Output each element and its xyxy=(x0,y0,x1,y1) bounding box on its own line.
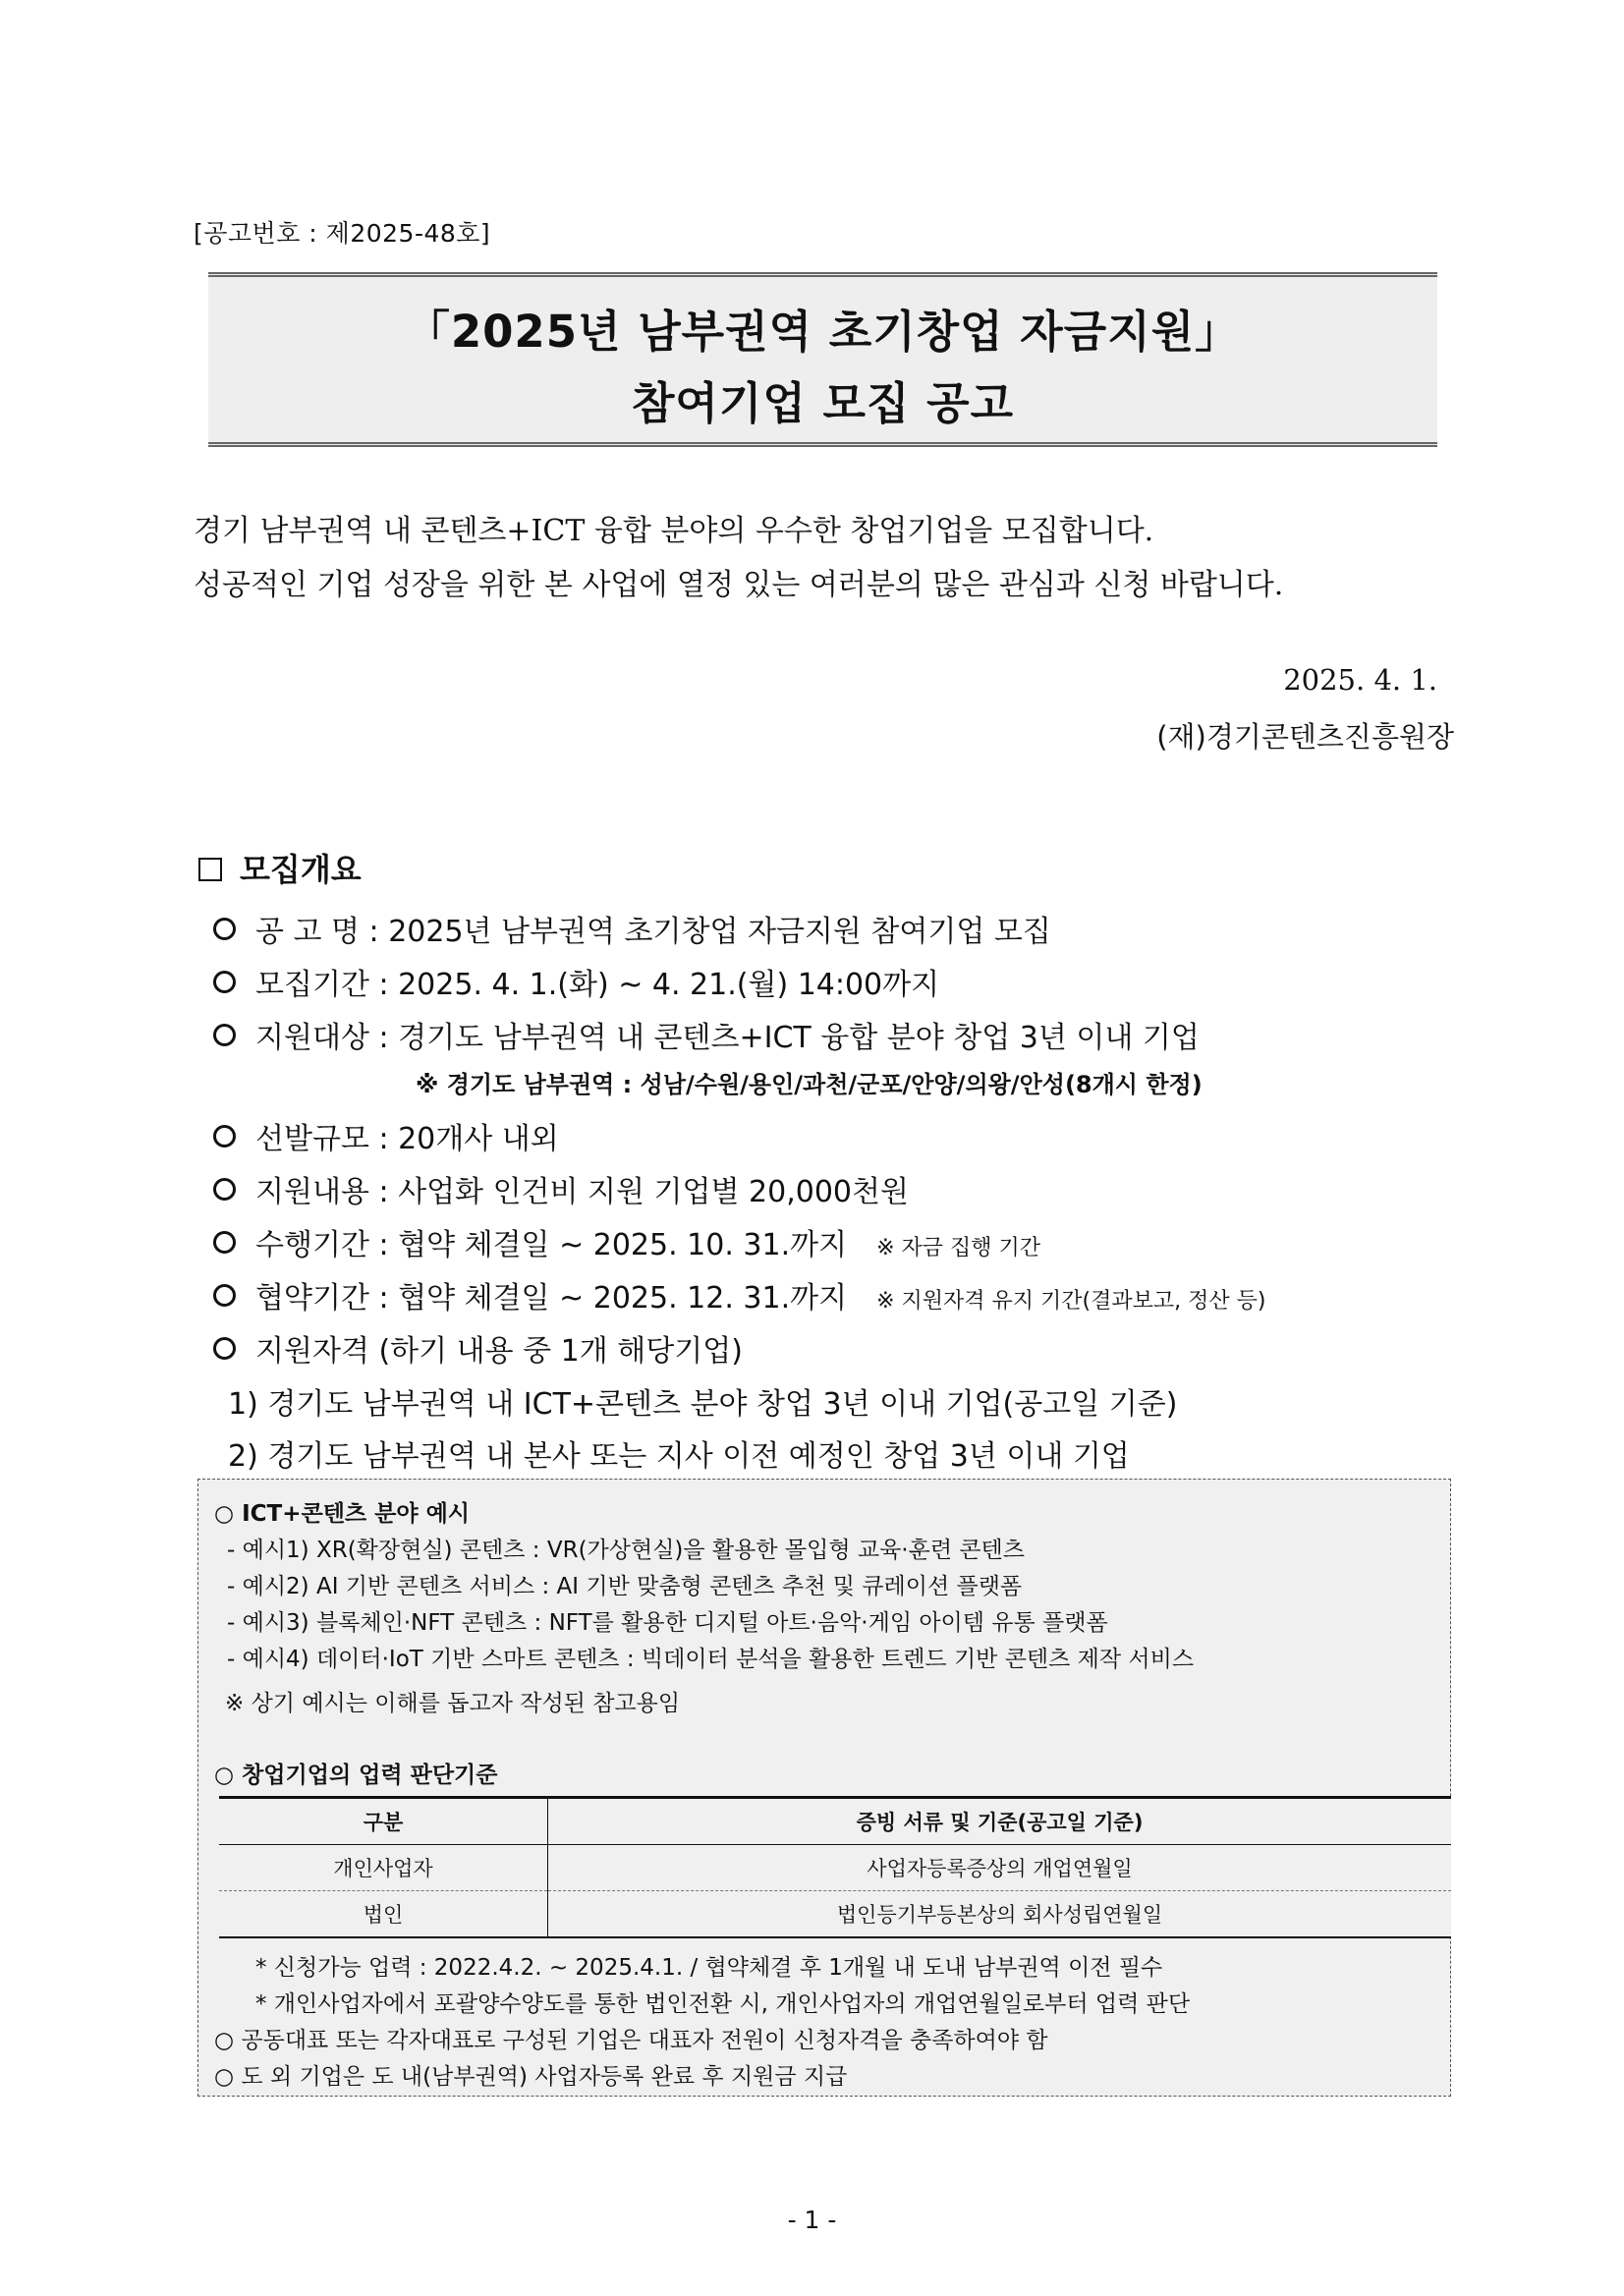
intro-line-2: 성공적인 기업 성장을 위한 본 사업에 열정 있는 여러분의 많은 관심과 신청 바랍니다. xyxy=(194,568,1284,602)
table-header: 증빙 서류 및 기준(공고일 기준) xyxy=(548,1798,1452,1845)
table-cell: 사업자등록증상의 개업연월일 xyxy=(548,1845,1452,1891)
example-item: - 예시4) 데이터·IoT 기반 스마트 콘텐츠 : 빅데이터 분석을 활용한 트렌드 기반 콘텐츠 제작 서비스 xyxy=(227,1647,1195,1672)
info-box xyxy=(197,1479,1451,2097)
circle-bullet-icon xyxy=(213,1231,236,1254)
intro-line-1: 경기 남부권역 내 콘텐츠+ICT 융합 분야의 우수한 창업기업을 모집합니다. xyxy=(194,514,1154,548)
circle-bullet-icon xyxy=(213,1024,236,1046)
overview-item: 모집기간 : 2025. 4. 1.(화) ~ 4. 21.(월) 14:00까지 xyxy=(213,960,939,1003)
overview-item: 지원자격 (하기 내용 중 1개 해당기업) xyxy=(213,1326,743,1370)
criteria-item: 1) 경기도 남부권역 내 ICT+콘텐츠 분야 창업 3년 이내 기업(공고일 기준) xyxy=(228,1387,1178,1422)
overview-item: 선발규모 : 20개사 내외 xyxy=(213,1114,559,1157)
organization: (재)경기콘텐츠진흥원장 xyxy=(1156,720,1454,754)
item-note: ※ 자금 집행 기간 xyxy=(876,1236,1041,1260)
target-region-note: ※ 경기도 남부권역 : 성남/수원/용인/과천/군포/안양/의왕/안성(8개시 한정) xyxy=(416,1071,1203,1098)
title-line-2: 참여기업 모집 공고 xyxy=(631,377,1015,429)
table-row xyxy=(219,1891,1451,1938)
page-number: - 1 - xyxy=(787,2206,837,2234)
overview-item: 지원대상 : 경기도 남부권역 내 콘텐츠+ICT 융합 분야 창업 3년 이내 기업 xyxy=(213,1013,1200,1056)
table-cell: 법인등기부등본상의 회사성립연월일 xyxy=(548,1891,1452,1938)
table-header-row xyxy=(219,1798,1451,1845)
item-note: ※ 지원자격 유지 기간(결과보고, 정산 등) xyxy=(876,1289,1266,1314)
examples-note: ※ 상기 예시는 이해를 돕고자 작성된 참고용임 xyxy=(225,1691,681,1716)
box-note: * 개인사업자에서 포괄양수양도를 통한 법인전환 시, 개인사업자의 개업연월일로부터 업력 판단 xyxy=(255,1991,1191,2017)
overview-item: 수행기간 : 협약 체결일 ~ 2025. 10. 31.까지 ※ 자금 집행 기간 xyxy=(213,1220,1040,1263)
title-line-1: 「2025년 남부권역 초기창업 자금지원」 xyxy=(405,306,1241,358)
table-row xyxy=(219,1845,1451,1891)
title-box xyxy=(208,272,1437,447)
criteria-item: 2) 경기도 남부권역 내 본사 또는 지사 이전 예정인 창업 3년 이내 기업 xyxy=(228,1439,1130,1474)
table-header: 구분 xyxy=(219,1798,548,1845)
circle-bullet-icon xyxy=(213,1125,236,1148)
table-cell: 법인 xyxy=(219,1891,548,1938)
overview-item: 공 고 명 : 2025년 남부권역 초기창업 자금지원 참여기업 모집 xyxy=(213,907,1051,950)
box-note: ○ 도 외 기업은 도 내(남부권역) 사업자등록 완료 후 지원금 지급 xyxy=(214,2064,848,2090)
judge-heading: ○ 창업기업의 업력 판단기준 xyxy=(214,1763,498,1788)
circle-bullet-icon xyxy=(213,1178,236,1201)
circle-bullet-icon xyxy=(213,971,236,993)
judge-table xyxy=(219,1796,1451,1938)
notice-number: [공고번호 : 제2025-48호] xyxy=(194,219,491,248)
example-item: - 예시3) 블록체인·NFT 콘텐츠 : NFT를 활용한 디지털 아트·음악·게임 아이템 유통 플랫폼 xyxy=(227,1610,1108,1636)
example-item: - 예시1) XR(확장현실) 콘텐츠 : VR(가상현실)을 활용한 몰입형 교육·훈련 콘텐츠 xyxy=(227,1538,1025,1563)
circle-bullet-icon xyxy=(213,1284,236,1307)
example-item: - 예시2) AI 기반 콘텐츠 서비스 : AI 기반 맞춤형 콘텐츠 추천 및 큐레이션 플랫폼 xyxy=(227,1574,1023,1599)
checkbox-square-icon xyxy=(198,858,222,881)
circle-bullet-icon xyxy=(213,918,236,940)
overview-item: 협약기간 : 협약 체결일 ~ 2025. 12. 31.까지 ※ 지원자격 유지 기간(결과보고, 정산 등) xyxy=(213,1273,1265,1316)
box-note: * 신청가능 업력 : 2022.4.2. ~ 2025.4.1. / 협약체결 후 1개월 내 도내 남부권역 이전 필수 xyxy=(255,1955,1163,1981)
box-note: ○ 공동대표 또는 각자대표로 구성된 기업은 대표자 전원이 신청자격을 충족하여야 함 xyxy=(214,2028,1048,2053)
notice-date: 2025. 4. 1. xyxy=(1283,663,1437,697)
overview-item: 지원내용 : 사업화 인건비 지원 기업별 20,000천원 xyxy=(213,1167,909,1210)
section-heading: 모집개요 xyxy=(198,845,362,890)
examples-heading: ○ ICT+콘텐츠 분야 예시 xyxy=(214,1501,471,1527)
circle-bullet-icon xyxy=(213,1337,236,1360)
table-cell: 개인사업자 xyxy=(219,1845,548,1891)
